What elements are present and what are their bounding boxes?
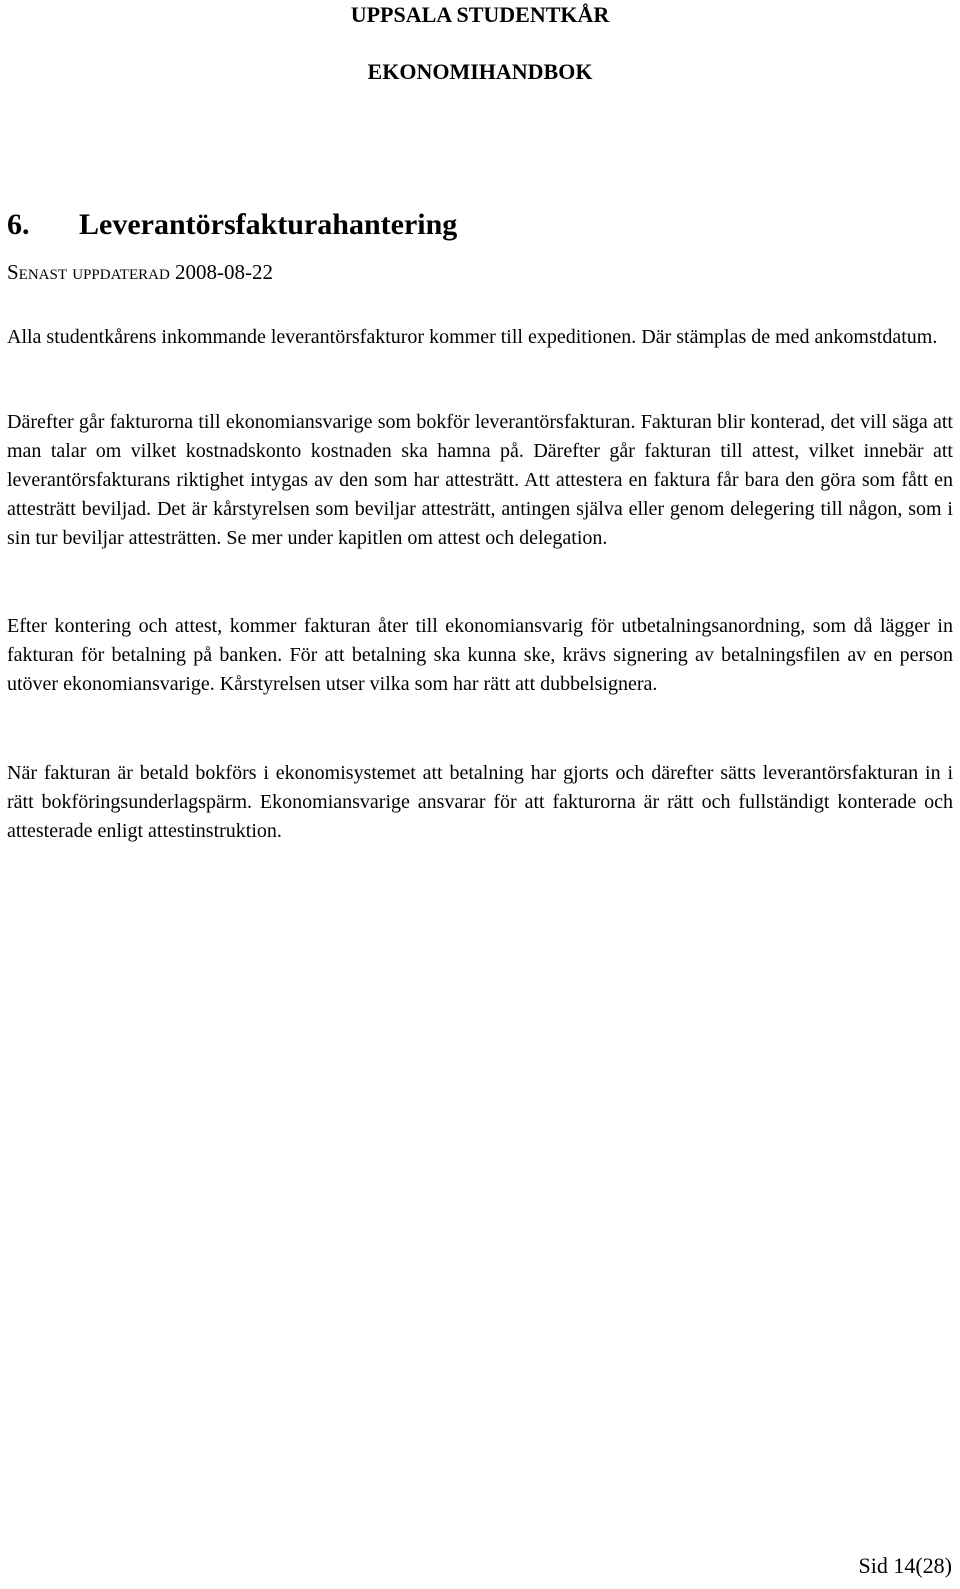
chapter-title: Leverantörsfakturahantering <box>79 208 458 241</box>
document-title: EKONOMIHANDBOK <box>367 59 593 84</box>
page-number: Sid 14(28) <box>858 1553 952 1578</box>
chapter-heading <box>7 208 457 242</box>
organization-name: UPPSALA STUDENTKÅR <box>350 2 610 27</box>
chapter-number: 6. <box>7 208 30 241</box>
last-updated-date: 2008-08-22 <box>175 260 274 284</box>
last-updated-label: Senast uppdaterad <box>7 260 170 284</box>
body-paragraph-4: När fakturan är betald bokförs i ekonomisystemet att betalning har gjorts och därefter sätts leverantörsfakturan in i rätt bokföringsunderlagspärm. Ekonomiansvarige ansvarar för att fakturorna är rätt och fullständigt konterade och attesterade enligt attestinstruktion. <box>7 762 953 842</box>
last-updated <box>7 260 273 285</box>
body-paragraph-2: Därefter går fakturorna till ekonomiansvarige som bokför leverantörsfakturan. Fakturan blir konterad, det vill säga att man talar om vilket kostnadskonto kostnaden ska hamna på. Därefter går fakturan till attest, vilket innebär att leverantörsfakturans riktighet intygas av den som har attesträtt. Att attestera en faktura får bara den göra som fått en attesträtt beviljad. Det är kårstyrelsen som beviljar attesträtt, antingen själva eller genom delegering till någon, som i sin tur beviljar attesträtten. Se mer under kapitlen om attest och delegation. <box>7 411 953 549</box>
body-paragraph-1: Alla studentkårens inkommande leverantörsfakturor kommer till expeditionen. Där stämplas de med ankomstdatum. <box>7 326 938 348</box>
body-paragraph-3: Efter kontering och attest, kommer fakturan åter till ekonomiansvarig för utbetalningsanordning, som då lägger in fakturan för betalning på banken. För att betalning ska kunna ske, krävs signering av betalningsfilen av en person utöver ekonomiansvarige. Kårstyrelsen utser vilka som har rätt att dubbelsignera. <box>7 615 953 695</box>
